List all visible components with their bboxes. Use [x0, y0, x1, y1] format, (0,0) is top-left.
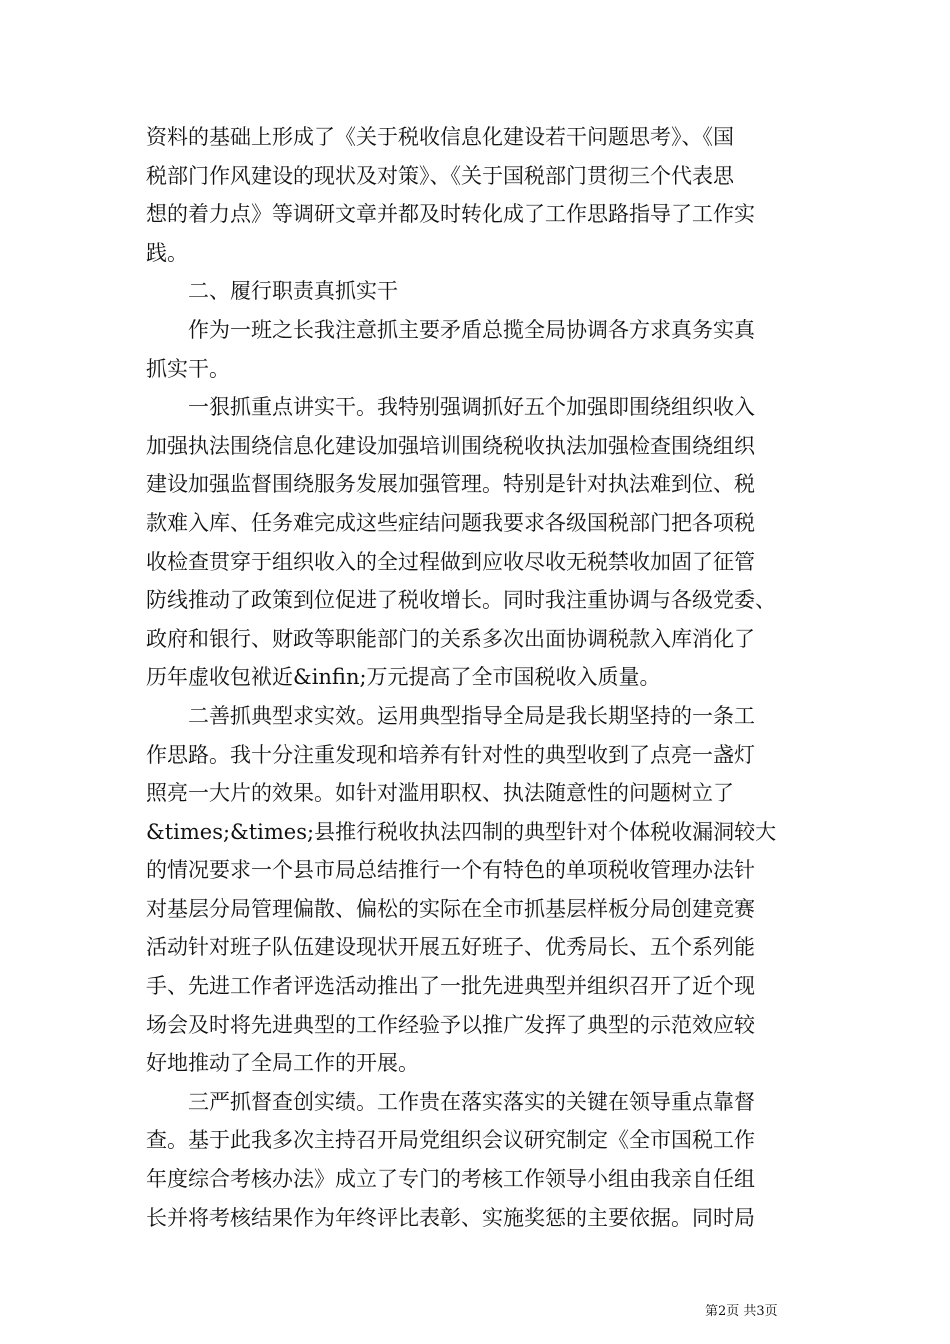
paragraph-start-line: 一狠抓重点讲实干。我特别强调抓好五个加强即围绕组织收入	[188, 395, 755, 420]
text-line: 税部门作风建设的现状及对策》、《关于国税部门贯彻三个代表思	[146, 163, 734, 188]
paragraph-start-line: 作为一班之长我注意抓主要矛盾总揽全局协调各方求真务实真	[188, 317, 755, 342]
text-line: 践。	[146, 240, 188, 265]
text-line: 好地推动了全局工作的开展。	[146, 1051, 419, 1076]
text-line: 的情况要求一个县市局总结推行一个有特色的单项税收管理办法针	[146, 858, 755, 883]
text-line: 款难入库、任务难完成这些症结问题我要求各级国税部门把各项税	[146, 510, 755, 535]
text-line: 想的着力点》等调研文章并都及时转化成了工作思路指导了工作实	[146, 202, 755, 227]
text-line: 活动针对班子队伍建设现状开展五好班子、优秀局长、五个系列能	[146, 935, 755, 960]
page-number: 第2页 共3页	[705, 1304, 778, 1319]
text-line: 资料的基础上形成了《关于税收信息化建设若干问题思考》、《国	[146, 125, 734, 149]
section-heading: 二、履行职责真抓实干	[188, 279, 398, 304]
document-body	[146, 118, 808, 1237]
text-line: 手、先进工作者评选活动推出了一批先进典型并组织召开了近个现	[146, 974, 755, 999]
text-line: 抓实干。	[146, 356, 230, 381]
text-line: 查。基于此我多次主持召开局党组织会议研究制定《全市国税工作	[146, 1128, 755, 1153]
text-line: 收检查贯穿于组织收入的全过程做到应收尽收无税禁收加固了征管	[146, 549, 755, 574]
text-line: 加强执法围绕信息化建设加强培训围绕税收执法加强检查围绕组织	[146, 433, 755, 458]
paragraph-start-line: 三严抓督查创实绩。工作贵在落实落实的关键在领导重点靠督	[188, 1089, 755, 1114]
text-line: 场会及时将先进典型的工作经验予以推广发挥了典型的示范效应较	[146, 1012, 755, 1037]
text-line: 年度综合考核办法》成立了专门的考核工作领导小组由我亲自任组	[146, 1167, 755, 1192]
text-line: 对基层分局管理偏散、偏松的实际在全市抓基层样板分局创建竞赛	[146, 896, 755, 921]
text-line: 防线推动了政策到位促进了税收增长。同时我注重协调与各级党委、	[146, 588, 776, 613]
text-line: 照亮一大片的效果。如针对滥用职权、执法随意性的问题树立了	[146, 781, 734, 806]
text-line: 政府和银行、财政等职能部门的关系多次出面协调税款入库消化了	[146, 626, 755, 651]
paragraph-start-line: 二善抓典型求实效。运用典型指导全局是我长期坚持的一条工	[188, 703, 755, 728]
text-line: 长并将考核结果作为年终评比表彰、实施奖惩的主要依据。同时局	[146, 1205, 755, 1230]
text-line: 建设加强监督围绕服务发展加强管理。特别是针对执法难到位、税	[146, 472, 755, 497]
text-line: 历年虚收包袱近&infin;万元提高了全市国税收入质量。	[146, 665, 661, 690]
text-line: &times;&times;县推行税收执法四制的典型针对个体税收漏洞较大	[146, 819, 777, 844]
text-line: 作思路。我十分注重发现和培养有针对性的典型收到了点亮一盏灯	[146, 742, 755, 767]
